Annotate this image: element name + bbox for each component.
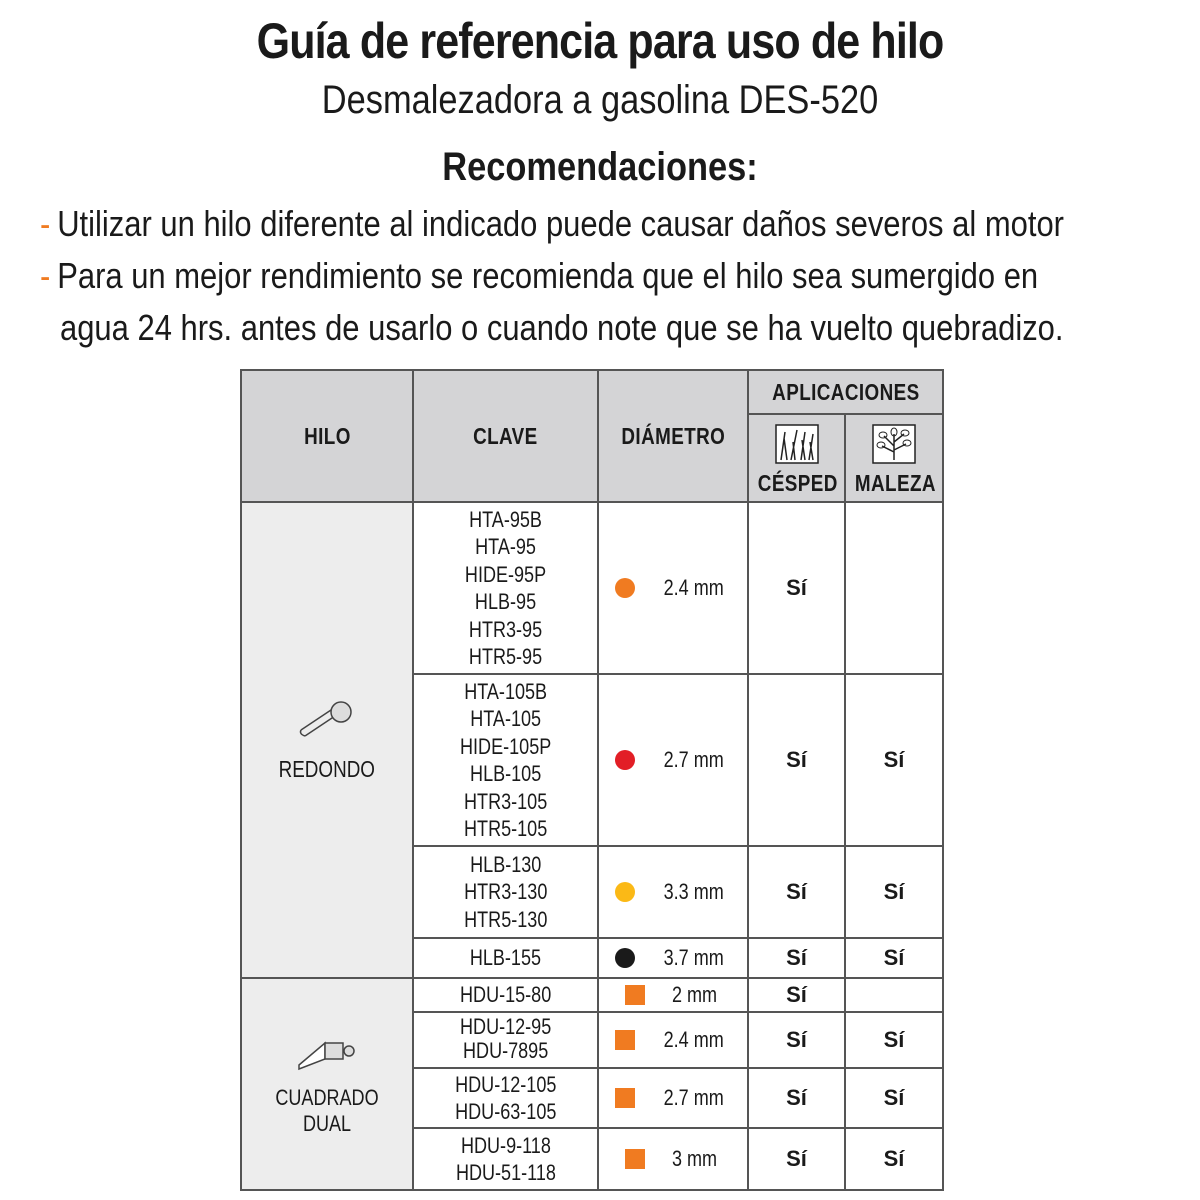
maleza-cell: [845, 502, 943, 674]
clave-cell: HTA-105B HTA-105 HIDE-105P HLB-105 HTR3-105 HTR5-105: [413, 674, 598, 846]
maleza-cell: Sí: [845, 1068, 943, 1128]
diametro-cell: 3.7 mm: [598, 938, 748, 978]
page-subtitle: Desmalezadora a gasolina DES-520: [321, 78, 879, 122]
orange-dot-icon: [615, 578, 635, 598]
cesped-cell: Sí: [748, 1012, 845, 1068]
yellow-dot-icon: [615, 882, 635, 902]
black-dot-icon: [615, 948, 635, 968]
clave-cell: HDU-9-118 HDU-51-118: [413, 1128, 598, 1190]
diametro-cell: 3 mm: [598, 1128, 748, 1190]
cesped-cell: Sí: [748, 938, 845, 978]
maleza-cell: Sí: [845, 1012, 943, 1068]
maleza-cell: Sí: [845, 938, 943, 978]
clave-cell: HLB-155: [413, 938, 598, 978]
clave-cell: HDU-12-105 HDU-63-105: [413, 1068, 598, 1128]
header-aplicaciones: APLICACIONES: [748, 370, 943, 414]
cesped-cell: Sí: [748, 674, 845, 846]
bullet-dash: -: [40, 255, 51, 296]
reference-table: [240, 369, 944, 1191]
diametro-cell: 2.4 mm: [598, 502, 748, 674]
header-hilo: HILO: [241, 370, 413, 502]
recommendation-2-text: Para un mejor rendimiento se recomienda que el hilo sea sumergido en: [57, 255, 1039, 296]
square-dual-line-icon: [295, 1031, 359, 1071]
recommendation-1: [40, 198, 1072, 250]
weed-bush-icon: [872, 424, 916, 464]
red-dot-icon: [615, 750, 635, 770]
clave-cell: HDU-15-80: [413, 978, 598, 1012]
maleza-cell: Sí: [845, 846, 943, 938]
orange-square-icon: [625, 985, 645, 1005]
recommendation-2-cont: agua 24 hrs. antes de usarlo o cuando note que se ha vuelto quebradizo.: [60, 307, 1064, 348]
header-diametro: DIÁMETRO: [598, 370, 748, 502]
recommendation-1-text: Utilizar un hilo diferente al indicado puede causar daños severos al motor: [57, 203, 1064, 244]
header-maleza: MALEZA: [845, 414, 943, 502]
diametro-cell: 2.7 mm: [598, 674, 748, 846]
cesped-cell: Sí: [748, 1068, 845, 1128]
diametro-cell: 2 mm: [598, 978, 748, 1012]
orange-square-icon: [615, 1030, 635, 1050]
diametro-cell: 2.7 mm: [598, 1068, 748, 1128]
table-row: [241, 502, 943, 674]
clave-cell: HLB-130 HTR3-130 HTR5-130: [413, 846, 598, 938]
header-clave: CLAVE: [413, 370, 598, 502]
cesped-cell: Sí: [748, 978, 845, 1012]
hilo-cuadrado: CUADRADO DUAL: [241, 978, 413, 1190]
cesped-cell: Sí: [748, 1128, 845, 1190]
clave-cell: HTA-95B HTA-95 HIDE-95P HLB-95 HTR3-95 HTR5-95: [413, 502, 598, 674]
diametro-cell: 2.4 mm: [598, 1012, 748, 1068]
hilo-redondo: REDONDO: [241, 502, 413, 978]
page-title: Guía de referencia para uso de hilo: [256, 13, 944, 69]
maleza-cell: Sí: [845, 1128, 943, 1190]
header-cesped: CÉSPED: [748, 414, 845, 502]
maleza-cell: Sí: [845, 674, 943, 846]
grass-icon: [775, 424, 819, 464]
clave-cell: HDU-12-95 HDU-7895: [413, 1012, 598, 1068]
table-row: [241, 978, 943, 1012]
diametro-cell: 3.3 mm: [598, 846, 748, 938]
cesped-cell: Sí: [748, 502, 845, 674]
recommendations-title: Recomendaciones:: [442, 145, 758, 189]
bullet-dash: -: [40, 203, 51, 244]
recommendation-2: [40, 250, 1072, 302]
orange-square-icon: [615, 1088, 635, 1108]
round-line-icon: [297, 698, 357, 738]
cesped-cell: Sí: [748, 846, 845, 938]
orange-square-icon: [625, 1149, 645, 1169]
maleza-cell: [845, 978, 943, 1012]
